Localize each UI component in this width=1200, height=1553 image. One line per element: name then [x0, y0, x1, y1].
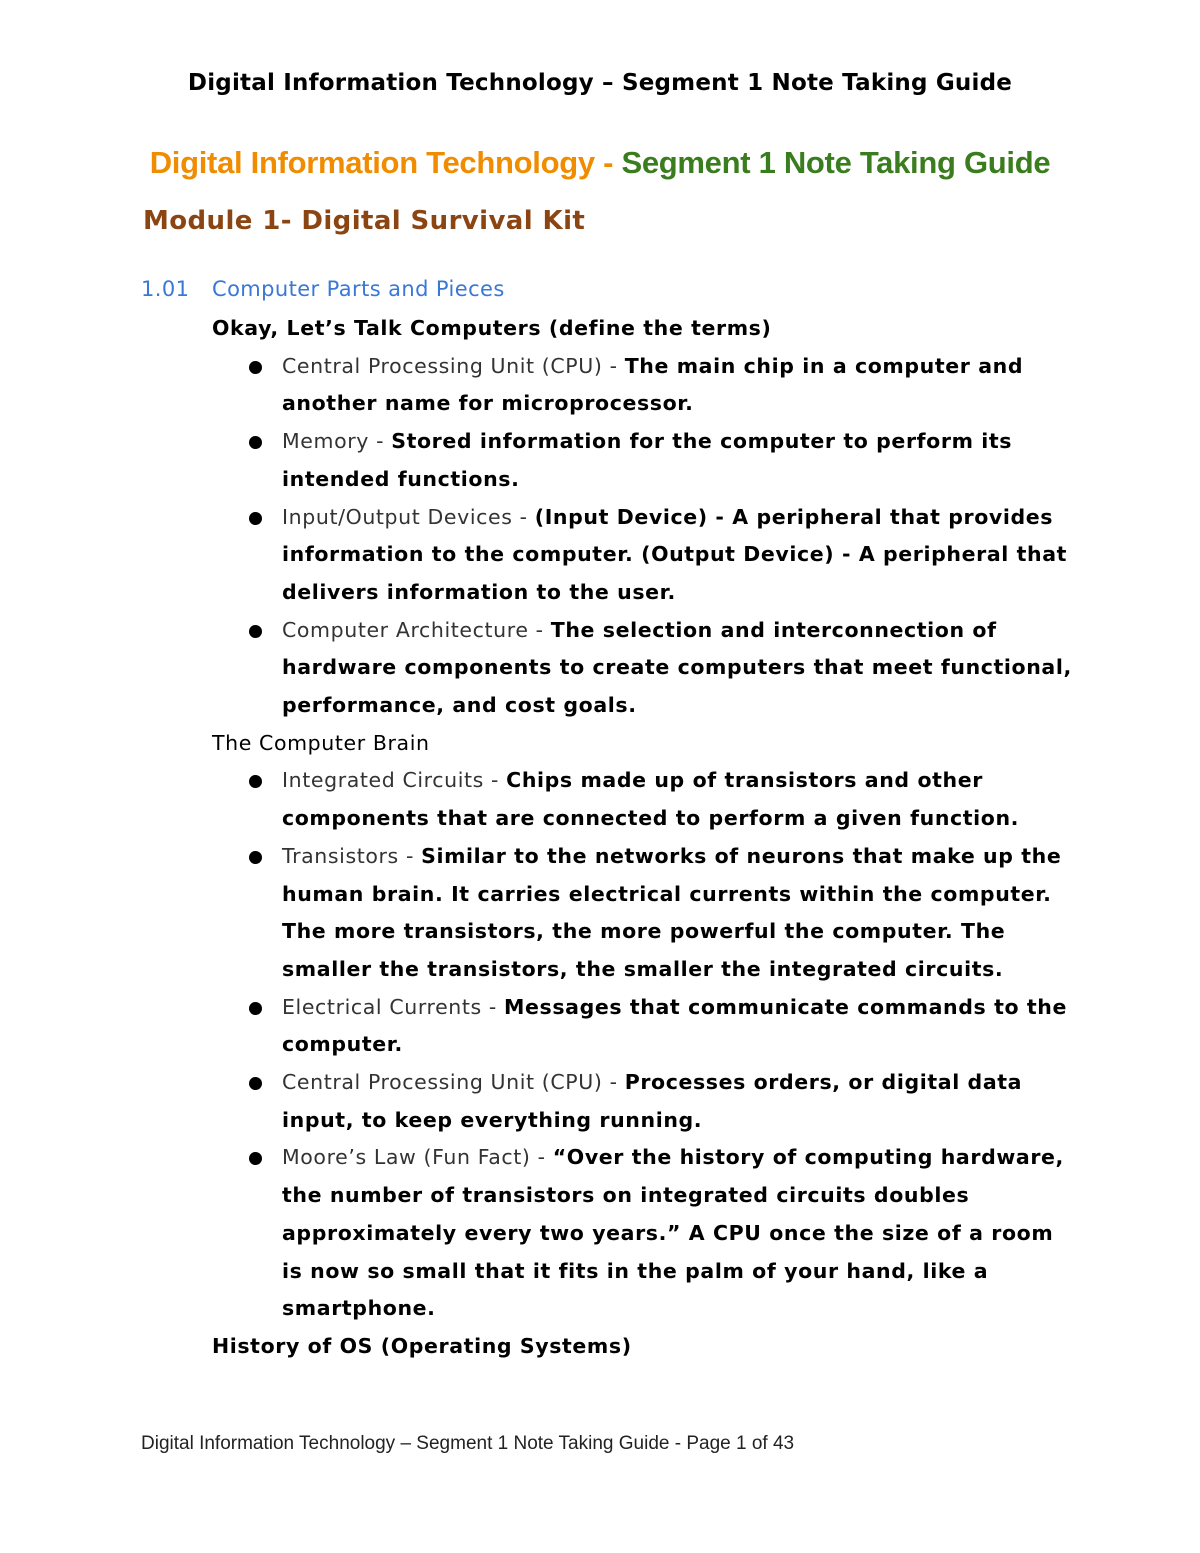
- bullet-icon: [249, 361, 262, 374]
- definition: Processes orders, or digital data input, to keep everything running.: [282, 1070, 1023, 1132]
- list-item: [282, 1064, 1072, 1139]
- term: Computer Architecture -: [282, 617, 551, 642]
- bullet-icon: [249, 851, 262, 864]
- subheading-computer-brain: The Computer Brain: [212, 730, 430, 755]
- notes-content: [212, 310, 1072, 1366]
- bullet-icon: [249, 1152, 262, 1165]
- list-item: [282, 499, 1072, 612]
- list-item: [282, 612, 1072, 725]
- term: Central Processing Unit (CPU) -: [282, 353, 625, 378]
- term: Input/Output Devices -: [282, 504, 535, 529]
- term: Memory -: [282, 429, 392, 454]
- list-item: [282, 762, 1072, 837]
- document-title-part1: Digital Information Technology -: [149, 145, 622, 180]
- definition: Stored information for the computer to perform its intended functions.: [282, 429, 1013, 491]
- list-item: [282, 989, 1072, 1064]
- page-footer: Digital Information Technology – Segment 1 Note Taking Guide - Page 1 of 43: [141, 1433, 795, 1454]
- document-title-part2: Segment 1 Note Taking Guide: [621, 145, 1051, 180]
- subheading-define-terms: Okay, Let’s Talk Computers (define the terms): [212, 316, 772, 340]
- definition: Chips made up of transistors and other components that are connected to perform a given function.: [282, 768, 1020, 831]
- list-item: [282, 348, 1072, 423]
- section-title: Computer Parts and Pieces: [212, 277, 505, 301]
- definition: The main chip in a computer and another name for microprocessor.: [282, 353, 1024, 416]
- bullet-list: [212, 348, 1072, 725]
- definition: The selection and interconnection of hardware components to create computers that meet functional, performance, and cost goals.: [282, 617, 1072, 718]
- definition: “Over the history of computing hardware, the number of transistors on integrated circuits doubles approximately every two years.” A CPU once the size of a room is now so small that it fits in the palm of your hand, like a smartphone.: [282, 1145, 1064, 1321]
- bullet-icon: [249, 512, 262, 525]
- bullet-list: [212, 762, 1072, 1328]
- term: Transistors -: [282, 843, 422, 868]
- definition: Messages that communicate commands to the computer.: [282, 994, 1067, 1057]
- list-item: [282, 423, 1072, 498]
- list-item: [282, 838, 1072, 989]
- subheading-history-of-os: History of OS (Operating Systems): [212, 1333, 632, 1358]
- term: Electrical Currents -: [282, 994, 505, 1019]
- bullet-icon: [249, 625, 262, 638]
- term: Central Processing Unit (CPU) -: [282, 1070, 625, 1095]
- definition: Similar to the networks of neurons that make up the human brain. It carries electrical currents within the computer. The more transistors, the more powerful the computer. The smaller the transistors, the smaller the integrated circuits.: [282, 843, 1062, 981]
- bullet-icon: [249, 436, 262, 449]
- section-heading: [141, 277, 505, 301]
- term: Moore’s Law (Fun Fact) -: [282, 1145, 553, 1170]
- bullet-icon: [249, 775, 262, 788]
- module-title: Module 1- Digital Survival Kit: [143, 206, 586, 236]
- bullet-icon: [249, 1002, 262, 1015]
- page-header-title: Digital Information Technology – Segment 1 Note Taking Guide: [187, 70, 1013, 96]
- bullet-icon: [249, 1077, 262, 1090]
- definition: (Input Device) - A peripheral that provides information to the computer. (Output Device) - A peripheral that delivers information to the user.: [282, 504, 1068, 604]
- section-number: 1.01: [141, 277, 190, 301]
- list-item: [282, 1139, 1072, 1328]
- document-title: [0, 145, 1200, 181]
- term: Integrated Circuits -: [282, 768, 507, 793]
